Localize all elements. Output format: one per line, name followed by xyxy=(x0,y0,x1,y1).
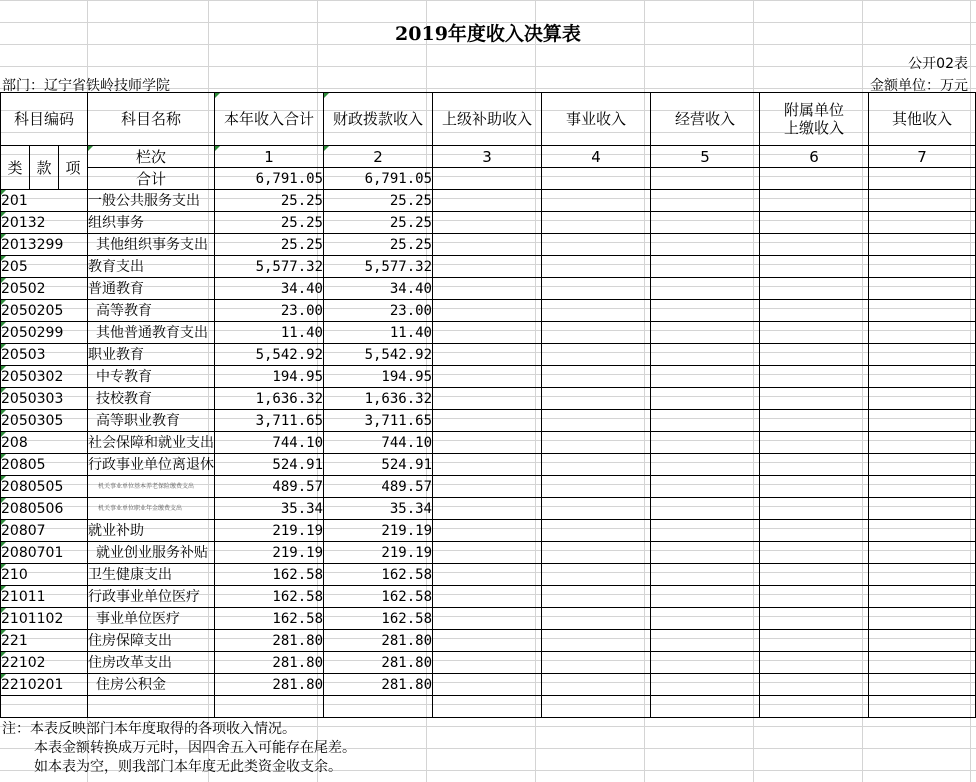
table-row xyxy=(1,256,976,278)
row-empty-cell xyxy=(542,520,651,542)
sub-kuan: 款 xyxy=(30,146,59,190)
sub-lanci: 栏次 xyxy=(88,146,215,168)
report-title: 2019年度收入决算表 xyxy=(395,23,581,45)
row-fiscal-income: 23.00 xyxy=(324,300,433,322)
note-1: 注：本表反映部门本年度取得的各项收入情况。 xyxy=(2,721,296,737)
row-name: 就业创业服务补贴 xyxy=(88,542,215,564)
row-total-income: 1,636.32 xyxy=(215,388,324,410)
row-name: 其他组织事务支出 xyxy=(88,234,215,256)
row-fiscal-income: 162.58 xyxy=(324,608,433,630)
table-row xyxy=(1,190,976,212)
table-row xyxy=(1,344,976,366)
table-row xyxy=(1,454,976,476)
row-code: 2050205 xyxy=(1,300,88,322)
row-total-income: 34.40 xyxy=(215,278,324,300)
income-table xyxy=(0,92,976,718)
row-total-income: 219.19 xyxy=(215,520,324,542)
row-empty-cell xyxy=(433,256,542,278)
empty-cell xyxy=(542,696,651,718)
row-name: 机关事业单位基本养老保险缴费支出 xyxy=(88,476,215,498)
header-business-income: 事业收入 xyxy=(542,93,651,146)
row-empty-cell xyxy=(433,454,542,476)
row-empty-cell xyxy=(433,234,542,256)
header-other-income: 其他收入 xyxy=(869,93,976,146)
row-name: 高等职业教育 xyxy=(88,410,215,432)
row-total-income: 281.80 xyxy=(215,674,324,696)
row-empty-cell xyxy=(433,608,542,630)
table-row xyxy=(1,278,976,300)
row-empty-cell xyxy=(760,256,869,278)
row-empty-cell xyxy=(760,454,869,476)
row-empty-cell xyxy=(433,432,542,454)
row-fiscal-income: 194.95 xyxy=(324,366,433,388)
row-empty-cell xyxy=(542,674,651,696)
row-empty-cell xyxy=(433,212,542,234)
row-empty-cell xyxy=(651,410,760,432)
total-label: 合计 xyxy=(88,168,215,190)
row-empty-cell xyxy=(651,608,760,630)
row-empty-cell xyxy=(651,344,760,366)
row-empty-cell xyxy=(542,388,651,410)
row-code: 22102 xyxy=(1,652,88,674)
row-fiscal-income: 25.25 xyxy=(324,212,433,234)
sub-n4: 4 xyxy=(542,146,651,168)
total-c2: 6,791.05 xyxy=(324,168,433,190)
row-empty-cell xyxy=(760,344,869,366)
row-name: 行政事业单位医疗 xyxy=(88,586,215,608)
row-empty-cell xyxy=(542,652,651,674)
header-fiscal-income: 财政拨款收入 xyxy=(324,93,433,146)
row-empty-cell xyxy=(869,432,976,454)
row-fiscal-income: 219.19 xyxy=(324,542,433,564)
row-total-income: 23.00 xyxy=(215,300,324,322)
row-empty-cell xyxy=(433,498,542,520)
row-fiscal-income: 489.57 xyxy=(324,476,433,498)
row-total-income: 35.34 xyxy=(215,498,324,520)
row-empty-cell xyxy=(760,190,869,212)
row-empty-cell xyxy=(869,652,976,674)
row-fiscal-income: 11.40 xyxy=(324,322,433,344)
row-name: 卫生健康支出 xyxy=(88,564,215,586)
row-empty-cell xyxy=(542,410,651,432)
row-total-income: 281.80 xyxy=(215,630,324,652)
form-number: 公开02表 xyxy=(908,56,968,72)
row-empty-cell xyxy=(651,366,760,388)
row-empty-cell xyxy=(651,278,760,300)
row-empty-cell xyxy=(869,520,976,542)
row-code: 2080505 xyxy=(1,476,88,498)
row-empty-cell xyxy=(542,564,651,586)
row-empty-cell xyxy=(760,630,869,652)
sub-n6: 6 xyxy=(760,146,869,168)
row-fiscal-income: 35.34 xyxy=(324,498,433,520)
row-code: 20807 xyxy=(1,520,88,542)
row-empty-cell xyxy=(869,564,976,586)
row-empty-cell xyxy=(760,234,869,256)
row-name: 就业补助 xyxy=(88,520,215,542)
row-empty-cell xyxy=(433,520,542,542)
row-empty-cell xyxy=(760,498,869,520)
row-empty-cell xyxy=(869,410,976,432)
row-fiscal-income: 162.58 xyxy=(324,586,433,608)
row-empty-cell xyxy=(433,564,542,586)
empty-cell xyxy=(869,696,976,718)
row-empty-cell xyxy=(433,300,542,322)
row-empty-cell xyxy=(433,322,542,344)
row-total-income: 281.80 xyxy=(215,652,324,674)
row-total-income: 11.40 xyxy=(215,322,324,344)
column-index-row xyxy=(1,146,976,168)
sub-n7: 7 xyxy=(869,146,976,168)
row-code: 201 xyxy=(1,190,88,212)
row-empty-cell xyxy=(651,652,760,674)
row-code: 2080506 xyxy=(1,498,88,520)
row-empty-cell xyxy=(433,388,542,410)
row-empty-cell xyxy=(869,300,976,322)
empty-cell xyxy=(324,696,433,718)
row-empty-cell xyxy=(542,608,651,630)
row-fiscal-income: 25.25 xyxy=(324,234,433,256)
empty-cell xyxy=(760,696,869,718)
row-empty-cell xyxy=(433,410,542,432)
row-name: 组织事务 xyxy=(88,212,215,234)
row-empty-cell xyxy=(869,366,976,388)
department-label: 部门：辽宁省铁岭技师学院 xyxy=(2,78,170,94)
row-fiscal-income: 25.25 xyxy=(324,190,433,212)
row-fiscal-income: 1,636.32 xyxy=(324,388,433,410)
row-empty-cell xyxy=(542,234,651,256)
row-code: 2050303 xyxy=(1,388,88,410)
row-name: 住房保障支出 xyxy=(88,630,215,652)
row-name: 一般公共服务支出 xyxy=(88,190,215,212)
row-empty-cell xyxy=(760,674,869,696)
row-code: 205 xyxy=(1,256,88,278)
row-empty-cell xyxy=(760,608,869,630)
table-row xyxy=(1,564,976,586)
row-total-income: 162.58 xyxy=(215,564,324,586)
row-name: 教育支出 xyxy=(88,256,215,278)
row-empty-cell xyxy=(869,322,976,344)
row-empty-cell xyxy=(869,388,976,410)
row-empty-cell xyxy=(760,278,869,300)
row-empty-cell xyxy=(869,674,976,696)
row-empty-cell xyxy=(869,608,976,630)
row-empty-cell xyxy=(760,322,869,344)
row-empty-cell xyxy=(433,476,542,498)
row-name: 高等教育 xyxy=(88,300,215,322)
empty-cell xyxy=(88,696,215,718)
row-empty-cell xyxy=(869,256,976,278)
row-empty-cell xyxy=(433,344,542,366)
row-empty-cell xyxy=(651,234,760,256)
row-fiscal-income: 281.80 xyxy=(324,652,433,674)
row-code: 2101102 xyxy=(1,608,88,630)
table-row xyxy=(1,234,976,256)
table-row xyxy=(1,520,976,542)
row-total-income: 162.58 xyxy=(215,608,324,630)
header-total-income: 本年收入合计 xyxy=(215,93,324,146)
row-name: 机关事业单位职业年金缴费支出 xyxy=(88,498,215,520)
row-empty-cell xyxy=(869,212,976,234)
sub-n1: 1 xyxy=(215,146,324,168)
row-empty-cell xyxy=(542,432,651,454)
table-row xyxy=(1,432,976,454)
row-name: 住房公积金 xyxy=(88,674,215,696)
row-name: 事业单位医疗 xyxy=(88,608,215,630)
row-code: 221 xyxy=(1,630,88,652)
row-name: 技校教育 xyxy=(88,388,215,410)
row-empty-cell xyxy=(542,190,651,212)
table-row xyxy=(1,322,976,344)
empty-row xyxy=(1,696,976,718)
sub-n5: 5 xyxy=(651,146,760,168)
row-empty-cell xyxy=(542,542,651,564)
row-total-income: 219.19 xyxy=(215,542,324,564)
row-empty-cell xyxy=(651,520,760,542)
row-empty-cell xyxy=(760,388,869,410)
row-total-income: 5,542.92 xyxy=(215,344,324,366)
table-row xyxy=(1,212,976,234)
row-empty-cell xyxy=(651,454,760,476)
row-code: 2050302 xyxy=(1,366,88,388)
row-empty-cell xyxy=(542,586,651,608)
row-empty-cell xyxy=(869,278,976,300)
table-row xyxy=(1,300,976,322)
header-affiliate-line1: 附属单位 xyxy=(783,101,844,119)
row-empty-cell xyxy=(760,564,869,586)
row-code: 2210201 xyxy=(1,674,88,696)
row-empty-cell xyxy=(869,542,976,564)
header-affiliate-line2: 上缴收入 xyxy=(783,119,844,137)
header-superior-subsidy: 上级补助收入 xyxy=(433,93,542,146)
row-total-income: 489.57 xyxy=(215,476,324,498)
row-empty-cell xyxy=(869,586,976,608)
header-name: 科目名称 xyxy=(88,93,215,146)
header-operating-income: 经营收入 xyxy=(651,93,760,146)
row-total-income: 25.25 xyxy=(215,212,324,234)
row-name: 行政事业单位离退休 xyxy=(88,454,215,476)
row-name: 中专教育 xyxy=(88,366,215,388)
row-empty-cell xyxy=(542,476,651,498)
row-empty-cell xyxy=(542,278,651,300)
empty-cell xyxy=(215,696,324,718)
row-total-income: 194.95 xyxy=(215,366,324,388)
row-fiscal-income: 744.10 xyxy=(324,432,433,454)
sub-lei: 类 xyxy=(1,146,30,190)
row-empty-cell xyxy=(651,476,760,498)
table-row xyxy=(1,674,976,696)
row-empty-cell xyxy=(651,498,760,520)
total-c1: 6,791.05 xyxy=(215,168,324,190)
row-empty-cell xyxy=(433,630,542,652)
row-empty-cell xyxy=(651,212,760,234)
row-code: 2050299 xyxy=(1,322,88,344)
row-empty-cell xyxy=(651,674,760,696)
row-empty-cell xyxy=(760,212,869,234)
row-total-income: 25.25 xyxy=(215,234,324,256)
unit-label: 金额单位：万元 xyxy=(870,78,968,94)
row-code: 208 xyxy=(1,432,88,454)
table-row xyxy=(1,586,976,608)
row-empty-cell xyxy=(869,498,976,520)
row-empty-cell xyxy=(651,388,760,410)
row-empty-cell xyxy=(760,410,869,432)
row-fiscal-income: 524.91 xyxy=(324,454,433,476)
row-name: 住房改革支出 xyxy=(88,652,215,674)
table-row xyxy=(1,608,976,630)
row-empty-cell xyxy=(651,300,760,322)
row-empty-cell xyxy=(542,256,651,278)
sub-xiang: 项 xyxy=(59,146,88,190)
header-affiliate-income xyxy=(760,93,869,146)
row-empty-cell xyxy=(869,190,976,212)
row-empty-cell xyxy=(433,366,542,388)
row-empty-cell xyxy=(760,300,869,322)
row-total-income: 25.25 xyxy=(215,190,324,212)
row-empty-cell xyxy=(433,586,542,608)
row-code: 2013299 xyxy=(1,234,88,256)
empty-cell xyxy=(1,696,88,718)
row-empty-cell xyxy=(869,454,976,476)
row-empty-cell xyxy=(651,432,760,454)
table-row xyxy=(1,652,976,674)
row-empty-cell xyxy=(869,234,976,256)
row-empty-cell xyxy=(651,586,760,608)
row-code: 2080701 xyxy=(1,542,88,564)
row-fiscal-income: 281.80 xyxy=(324,630,433,652)
row-code: 20503 xyxy=(1,344,88,366)
table-row xyxy=(1,630,976,652)
row-empty-cell xyxy=(542,300,651,322)
row-name: 普通教育 xyxy=(88,278,215,300)
row-empty-cell xyxy=(542,366,651,388)
row-empty-cell xyxy=(760,520,869,542)
table-row xyxy=(1,542,976,564)
row-empty-cell xyxy=(651,564,760,586)
row-empty-cell xyxy=(433,278,542,300)
table-row xyxy=(1,388,976,410)
row-total-income: 744.10 xyxy=(215,432,324,454)
row-fiscal-income: 281.80 xyxy=(324,674,433,696)
row-empty-cell xyxy=(760,586,869,608)
row-fiscal-income: 162.58 xyxy=(324,564,433,586)
row-empty-cell xyxy=(542,322,651,344)
row-code: 20805 xyxy=(1,454,88,476)
row-fiscal-income: 34.40 xyxy=(324,278,433,300)
row-empty-cell xyxy=(869,476,976,498)
table-row xyxy=(1,476,976,498)
row-fiscal-income: 5,542.92 xyxy=(324,344,433,366)
row-fiscal-income: 219.19 xyxy=(324,520,433,542)
row-empty-cell xyxy=(433,652,542,674)
row-code: 20502 xyxy=(1,278,88,300)
footnotes xyxy=(2,720,356,777)
table-row xyxy=(1,366,976,388)
row-empty-cell xyxy=(542,454,651,476)
row-total-income: 5,577.32 xyxy=(215,256,324,278)
row-empty-cell xyxy=(869,344,976,366)
sub-n3: 3 xyxy=(433,146,542,168)
row-empty-cell xyxy=(760,652,869,674)
row-total-income: 524.91 xyxy=(215,454,324,476)
row-total-income: 162.58 xyxy=(215,586,324,608)
row-empty-cell xyxy=(760,476,869,498)
row-empty-cell xyxy=(760,542,869,564)
row-name: 职业教育 xyxy=(88,344,215,366)
row-name: 其他普通教育支出 xyxy=(88,322,215,344)
sub-n2: 2 xyxy=(324,146,433,168)
header-code: 科目编码 xyxy=(1,93,88,146)
row-empty-cell xyxy=(433,190,542,212)
row-empty-cell xyxy=(651,322,760,344)
row-empty-cell xyxy=(433,542,542,564)
row-empty-cell xyxy=(651,256,760,278)
note-3: 如本表为空，则我部门本年度无此类资金收支余。 xyxy=(34,759,342,775)
row-code: 210 xyxy=(1,564,88,586)
row-fiscal-income: 5,577.32 xyxy=(324,256,433,278)
row-empty-cell xyxy=(760,366,869,388)
row-empty-cell xyxy=(651,190,760,212)
row-total-income: 3,711.65 xyxy=(215,410,324,432)
row-code: 21011 xyxy=(1,586,88,608)
total-row xyxy=(1,168,976,190)
empty-cell xyxy=(433,696,542,718)
row-code: 2050305 xyxy=(1,410,88,432)
row-empty-cell xyxy=(542,498,651,520)
note-2: 本表金额转换成万元时，因四舍五入可能存在尾差。 xyxy=(34,740,356,756)
row-empty-cell xyxy=(651,542,760,564)
header-row xyxy=(1,93,976,146)
row-empty-cell xyxy=(433,674,542,696)
table-row xyxy=(1,498,976,520)
row-empty-cell xyxy=(542,212,651,234)
row-empty-cell xyxy=(869,630,976,652)
row-code: 20132 xyxy=(1,212,88,234)
row-empty-cell xyxy=(542,630,651,652)
empty-cell xyxy=(651,696,760,718)
row-empty-cell xyxy=(760,432,869,454)
row-empty-cell xyxy=(651,630,760,652)
row-fiscal-income: 3,711.65 xyxy=(324,410,433,432)
row-name: 社会保障和就业支出 xyxy=(88,432,215,454)
table-row xyxy=(1,410,976,432)
row-empty-cell xyxy=(542,344,651,366)
